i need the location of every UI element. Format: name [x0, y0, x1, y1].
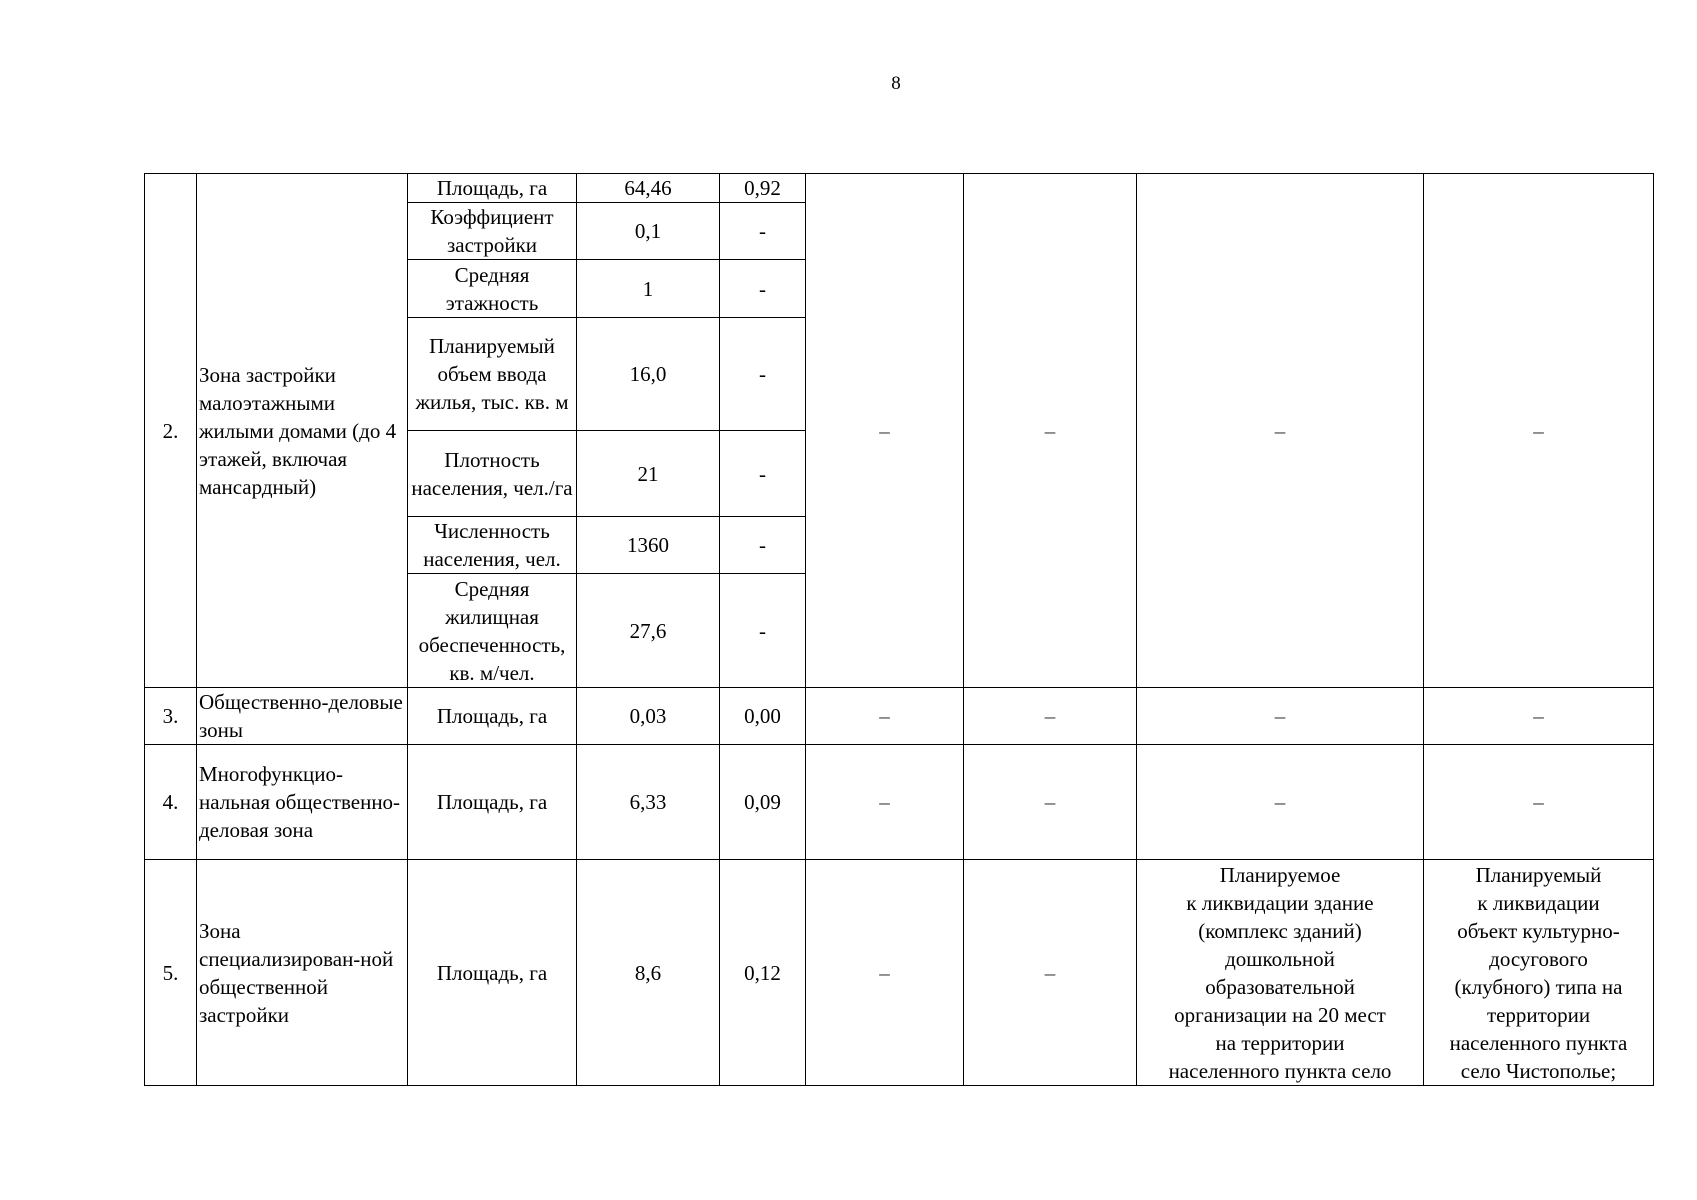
indicator-value: 16,0 — [577, 318, 720, 431]
indicator-share: - — [720, 203, 806, 260]
note-line: образовательной — [1205, 974, 1355, 999]
indicator-value: 0,03 — [577, 688, 720, 745]
indicator-share: - — [720, 431, 806, 517]
note-line: территории — [1486, 1002, 1591, 1027]
indicator-value: 21 — [577, 431, 720, 517]
indicator-share: - — [720, 318, 806, 431]
note-line: Планируемое — [1219, 862, 1341, 887]
indicator-value: 64,46 — [577, 174, 720, 203]
cell-col8-note — [1137, 860, 1424, 1086]
cell-col7: – — [964, 174, 1137, 688]
indicator-label: Площадь, га — [408, 688, 577, 745]
cell-col6: – — [806, 860, 964, 1086]
zone-name: Зона специализирован-ной общественной застройки — [197, 860, 408, 1086]
indicator-share: - — [720, 260, 806, 318]
note-line: село Чистополье; — [1460, 1058, 1617, 1083]
note-line: объект культурно- — [1457, 918, 1620, 943]
table-row — [145, 688, 1654, 745]
table-row — [145, 860, 1654, 1086]
note-line: дошкольной — [1225, 946, 1335, 971]
indicator-label: Средняя этажность — [408, 260, 577, 318]
indicator-value: 6,33 — [577, 745, 720, 860]
note-line: на территории — [1215, 1030, 1345, 1055]
note-line: (комплекс зданий) — [1198, 918, 1362, 943]
cell-col8: – — [1137, 688, 1424, 745]
cell-col9-note — [1424, 860, 1654, 1086]
indicator-value: 8,6 — [577, 860, 720, 1086]
row-number: 2. — [145, 174, 197, 688]
note-line: Планируемый — [1475, 862, 1602, 887]
table-row — [145, 174, 1654, 203]
note-line: населенного пункта село — [1168, 1058, 1392, 1083]
cell-col6: – — [806, 745, 964, 860]
indicator-value: 0,1 — [577, 203, 720, 260]
indicator-share: - — [720, 517, 806, 574]
cell-col9: – — [1424, 745, 1654, 860]
note-line: (клубного) типа на — [1454, 974, 1623, 999]
table-row — [145, 745, 1654, 860]
indicator-share: 0,12 — [720, 860, 806, 1086]
indicator-label: Численность населения, чел. — [408, 517, 577, 574]
cell-col6: – — [806, 174, 964, 688]
row-number: 3. — [145, 688, 197, 745]
note-line: досугового — [1489, 946, 1588, 971]
indicator-label: Средняя жилищная обеспеченность, кв. м/чел. — [408, 574, 577, 688]
indicator-label: Площадь, га — [408, 745, 577, 860]
indicator-share: - — [720, 574, 806, 688]
indicator-value: 27,6 — [577, 574, 720, 688]
indicator-label: Коэффициент застройки — [408, 203, 577, 260]
note-line: организации на 20 мест — [1174, 1002, 1386, 1027]
cell-col7: – — [964, 688, 1137, 745]
cell-col7: – — [964, 860, 1137, 1086]
indicator-label: Плотность населения, чел./га — [408, 431, 577, 517]
zone-name: Зона застройки малоэтажными жилыми домами (до 4 этажей, включая мансардный) — [197, 174, 408, 688]
cell-col7: – — [964, 745, 1137, 860]
row-number: 5. — [145, 860, 197, 1086]
note-line: населенного пункта — [1449, 1030, 1628, 1055]
page-number: 8 — [891, 73, 901, 94]
zone-name: Многофункцио-нальная общественно-деловая зона — [197, 745, 408, 860]
row-number: 4. — [145, 745, 197, 860]
note-line: к ликвидации здание — [1186, 890, 1374, 915]
cell-col8: – — [1137, 745, 1424, 860]
indicator-label: Площадь, га — [408, 860, 577, 1086]
note-line: к ликвидации — [1477, 890, 1600, 915]
indicator-share: 0,92 — [720, 174, 806, 203]
cell-col9: – — [1424, 174, 1654, 688]
cell-col8: – — [1137, 174, 1424, 688]
cell-col9: – — [1424, 688, 1654, 745]
indicator-label: Планируемый объем ввода жилья, тыс. кв. м — [408, 318, 577, 431]
indicator-label: Площадь, га — [408, 174, 577, 203]
indicator-share: 0,00 — [720, 688, 806, 745]
zone-name: Общественно-деловые зоны — [197, 688, 408, 745]
indicator-value: 1360 — [577, 517, 720, 574]
indicator-value: 1 — [577, 260, 720, 318]
indicator-share: 0,09 — [720, 745, 806, 860]
cell-col6: – — [806, 688, 964, 745]
zones-table — [144, 173, 1654, 1086]
